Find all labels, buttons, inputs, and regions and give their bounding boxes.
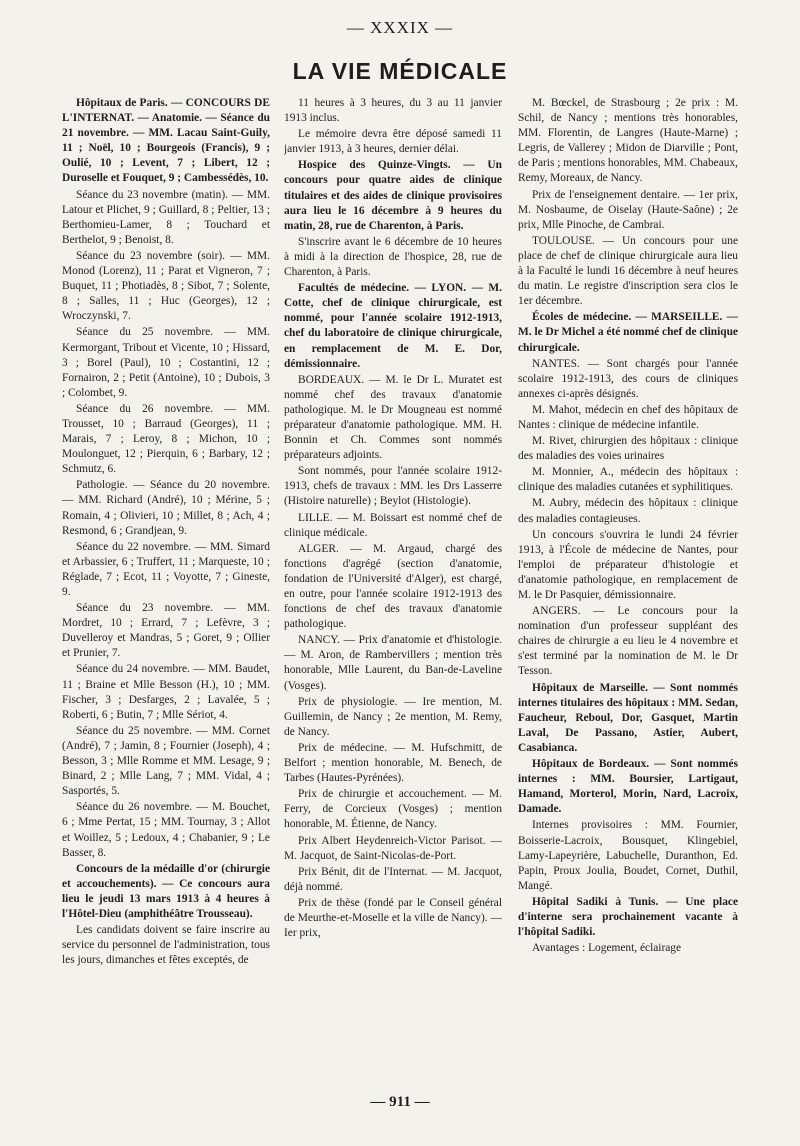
paragraph: S'inscrire avant le 6 décembre de 10 heures à midi à la direction de l'hospice, 28, rue de Charenton, à Paris.	[284, 235, 502, 279]
roman-page-number: — XXXIX —	[346, 18, 454, 37]
footer-page-number: — 911 —	[370, 1094, 430, 1110]
paragraph: Prix de physiologie. — Ire mention, M. Guillemin, de Nancy ; 2e mention, M. Remy, de Nancy.	[284, 695, 502, 738]
paragraph: Séance du 23 novembre (soir). — MM. Monod (Lorenz), 11 ; Parat et Vigneron, 7 ; Buquet, 11 ; Photiadès, 8 ; Sibot, 7 ; Solente, 8 ; Salles, 11 ; Huc (Georges), 12 ; Wroczynski, 7.	[62, 249, 270, 323]
paragraph: Prix de chirurgie et accouchement. — M. Ferry, de Corcieux (Vosges) ; mention honorable, M. Étienne, de Nancy.	[284, 788, 502, 831]
paragraph: Un concours s'ouvrira le lundi 24 février 1913, à l'École de médecine de Nantes, pour l'emploi de préparateur d'histologie et d'anatomie pathologique, en remplacement de M. le Dr Pasquier, démissionnaire.	[518, 528, 738, 601]
paragraph: Hôpitaux de Paris. — CONCOURS DE L'INTERNAT. — Anatomie. — Séance du 21 novembre. — MM. Lacau Saint-Guily, 11 ; Noël, 10 ; Bourgeois (Francis), 9 ; Oulié, 10 ; Levent, 7 ; Libert, 12 ; Duroselle et Fouquet, 9 ; Cambessédès, 10.	[62, 97, 270, 185]
paragraph: Séance du 23 novembre. — MM. Mordret, 10 ; Errard, 7 ; Lefèvre, 3 ; Duvelleroy et Mandras, 5 ; Goret, 9 ; Ollier et Prunier, 7.	[62, 602, 270, 660]
paragraph: Concours de la médaille d'or (chirurgie et accouchements). — Ce concours aura lieu le jeudi 13 mars 1913 à 4 heures à l'Hôtel-Dieu (amphithéâtre Trousseau).	[62, 862, 270, 920]
column-2	[284, 96, 502, 1108]
paragraph: BORDEAUX. — M. le Dr L. Muratet est nommé chef des travaux d'anatomie pathologique. M. le Dr Mougneau est nommé préparateur d'anatomie pathologique. MM. H. Bonnin et Ch. Commes sont nommés préparateurs adjoints.	[284, 373, 502, 462]
paragraph: M. Rivet, chirurgien des hôpitaux : clinique des maladies des voies urinaires	[518, 435, 738, 463]
paragraph: M. Aubry, médecin des hôpitaux : clinique des maladies contagieuses.	[518, 497, 738, 525]
paragraph: Écoles de médecine. — MARSEILLE. — M. le Dr Michel a été nommé chef de clinique chirurgicale.	[518, 311, 738, 354]
paragraph: Séance du 25 novembre. — MM. Kermorgant, Tribout et Vicente, 10 ; Hissard, 3 ; Borel (Paul), 10 ; Costantini, 12 ; Fornairon, 2 ; Petit (Antoine), 10 ; Dubois, 3 ; Colombet, 9.	[62, 326, 270, 399]
paragraph: M. Monnier, A., médecin des hôpitaux : clinique des maladies cutanées et syphilitiques.	[518, 466, 738, 494]
paragraph: Internes provisoires : MM. Fournier, Boisserie-Lacroix, Bousquet, Klingebiel, Lamy-Lapeyrière, Labuchelle, Duranthon, Ed. Papin, Proux Joulia, Boudet, Cornet, Duthil, Mangé.	[518, 819, 738, 892]
paragraph: Séance du 23 novembre (matin). — MM. Latour et Plichet, 9 ; Guillard, 8 ; Peltier, 13 ; Berthomieu-Lamer, 8 ; Touchard et Berthelot, 9 ; Benoist, 8.	[62, 188, 270, 246]
paragraph: Hôpital Sadiki à Tunis. — Une place d'interne sera prochainement vacante à l'hôpital Sadiki.	[518, 895, 738, 939]
paragraph: Hôpitaux de Marseille. — Sont nommés internes titulaires des hôpitaux : MM. Sedan, Faucheur, Reboul, Dor, Gasquet, Martin Laval, De Passano, Astier, Aubert, Casabianca.	[518, 681, 738, 754]
paragraph: Hospice des Quinze-Vingts. — Un concours pour quatre aides de clinique titulaires et des aides de clinique provisoires aura lieu le 16 décembre à 9 heures du matin, 28, rue de Charenton, à Paris.	[284, 159, 502, 232]
paragraph: ANGERS. — Le concours pour la nomination d'un professeur suppléant des chaires de chirurgie a eu lieu le 4 novembre et s'est terminé par la nomination de M. le Dr Tesson.	[518, 605, 738, 678]
column-1	[62, 96, 270, 1108]
paragraph: M. Bœckel, de Strasbourg ; 2e prix : M. Schil, de Nancy ; mentions très honorables, MM. Florentin, de Langres (Haute-Marne) ; Legris, de Vallerey ; Midon de Diarville ; Pont, de Paris ; mentions honorables, MM. Chabeaux, Remy, Moreaux, de Nancy.	[518, 97, 738, 185]
paragraph: Prix Albert Heydenreich-Victor Parisot. — M. Jacquot, de Saint-Nicolas-de-Port.	[284, 834, 502, 862]
paragraph: LILLE. — M. Boissart est nommé chef de clinique médicale.	[284, 511, 502, 539]
paragraph: Prix de l'enseignement dentaire. — 1er prix, M. Nosbaume, de Oiselay (Haute-Saône) ; 2e prix, Mlle Pinoche, de Cambrai.	[518, 188, 738, 231]
paragraph: Sont nommés, pour l'année scolaire 1912-1913, chefs de travaux : MM. les Drs Lasserre (Histoire naturelle) ; Beylot (Histologie).	[284, 465, 502, 508]
paragraph: Facultés de médecine. — LYON. — M. Cotte, chef de clinique chirurgicale, est nommé, pour l'année scolaire 1912-1913, chef du laboratoire de clinique chirurgicale, en remplacement de M. E. Dor, démissionnaire.	[284, 282, 502, 370]
page-title: LA VIE MÉDICALE	[292, 58, 508, 84]
paragraph: M. Mahot, médecin en chef des hôpitaux de Nantes : clinique de médecine infantile.	[518, 403, 738, 431]
paragraph: Séance du 22 novembre. — MM. Simard et Arbassier, 6 ; Truffert, 11 ; Marqueste, 10 ; Réglade, 7 ; Ecot, 11 ; Voyotte, 7 ; Gineste, 9.	[62, 540, 270, 598]
paragraph: Séance du 24 novembre. — MM. Baudet, 11 ; Braine et Mlle Besson (H.), 10 ; MM. Fischer, 3 ; Desfarges, 2 ; Lavalée, 5 ; Roberti, 6 ; Butin, 7 ; Mlle Sériot, 4.	[62, 663, 270, 721]
paragraph: Prix Bénit, dit de l'Internat. — M. Jacquot, déjà nommé.	[284, 865, 502, 893]
paragraph: Prix de médecine. — M. Hufschmitt, de Belfort ; mention honorable, M. Benech, de Tarbes (Hautes-Pyrénées).	[284, 741, 502, 785]
paragraph: ALGER. — M. Argaud, chargé des fonctions d'agrégé (section d'anatomie, fondation de l'Université d'Alger), est chargé, en outre, pour l'année scolaire 1912-1913 des fonctions de chef des travaux d'anatomie pathologique.	[284, 542, 502, 631]
paragraph: Séance du 25 novembre. — MM. Cornet (André), 7 ; Jamin, 8 ; Fournier (Joseph), 4 ; Besson, 3 ; Mlle Romme et MM. Lesage, 9 ; Binard, 2 ; Mlle Lang, 7 ; MM. Vidal, 4 ; Sasportés, 5.	[62, 724, 270, 798]
paragraph: Le mémoire devra être déposé samedi 11 janvier 1913, à 3 heures, dernier délai.	[284, 128, 502, 156]
paragraph: 11 heures à 3 heures, du 3 au 11 janvier 1913 inclus.	[284, 97, 502, 125]
column-3	[518, 96, 738, 1108]
paragraph: Pathologie. — Séance du 20 novembre. — MM. Richard (André), 10 ; Mérine, 5 ; Romain, 4 ; Olivieri, 10 ; Millet, 8 ; Ach, 4 ; Resmond, 6 ; Grandjean, 9.	[62, 479, 270, 537]
paragraph: Séance du 26 novembre. — M. Bouchet, 6 ; Mme Pertat, 15 ; MM. Tournay, 3 ; Allot et Woillez, 5 ; Ledoux, 4 ; Chabanier, 9 ; Le Basser, 8.	[62, 801, 270, 859]
paragraph: Séance du 26 novembre. — MM. Trousset, 10 ; Barraud (Georges), 11 ; Marais, 7 ; Leroy, 8 ; Michon, 10 ; Moulonguet, 12 ; Pierquin, 6 ; Barbary, 12 ; Schmutz, 6.	[62, 402, 270, 476]
paragraph: Prix de thèse (fondé par le Conseil général de Meurthe-et-Moselle et la ville de Nancy). — Ier prix,	[284, 896, 502, 940]
paragraph: Avantages : Logement, éclairage	[532, 942, 682, 955]
paragraph: NANTES. — Sont chargés pour l'année scolaire 1912-1913, des cours de cliniques annexes ci-après désignés.	[518, 357, 738, 400]
paragraph: NANCY. — Prix d'anatomie et d'histologie. — M. Aron, de Rambervillers ; mention très honorable, Mlle Laurent, du Ban-de-Laveline (Vosges).	[284, 634, 502, 692]
paragraph: Les candidats doivent se faire inscrire au service du personnel de l'administration, tous les jours, dimanches et fêtes exceptés, de	[62, 924, 270, 967]
paragraph: TOULOUSE. — Un concours pour une place de chef de clinique chirurgicale aura lieu à la Faculté le lundi 16 décembre à neuf heures du matin. Le registre d'inscription sera clos le 1er décembre.	[518, 234, 738, 308]
paragraph: Hôpitaux de Bordeaux. — Sont nommés internes : MM. Boursier, Lartigaut, Hamand, Morterol, Morin, Nard, Lacroix, Damade.	[518, 758, 738, 816]
